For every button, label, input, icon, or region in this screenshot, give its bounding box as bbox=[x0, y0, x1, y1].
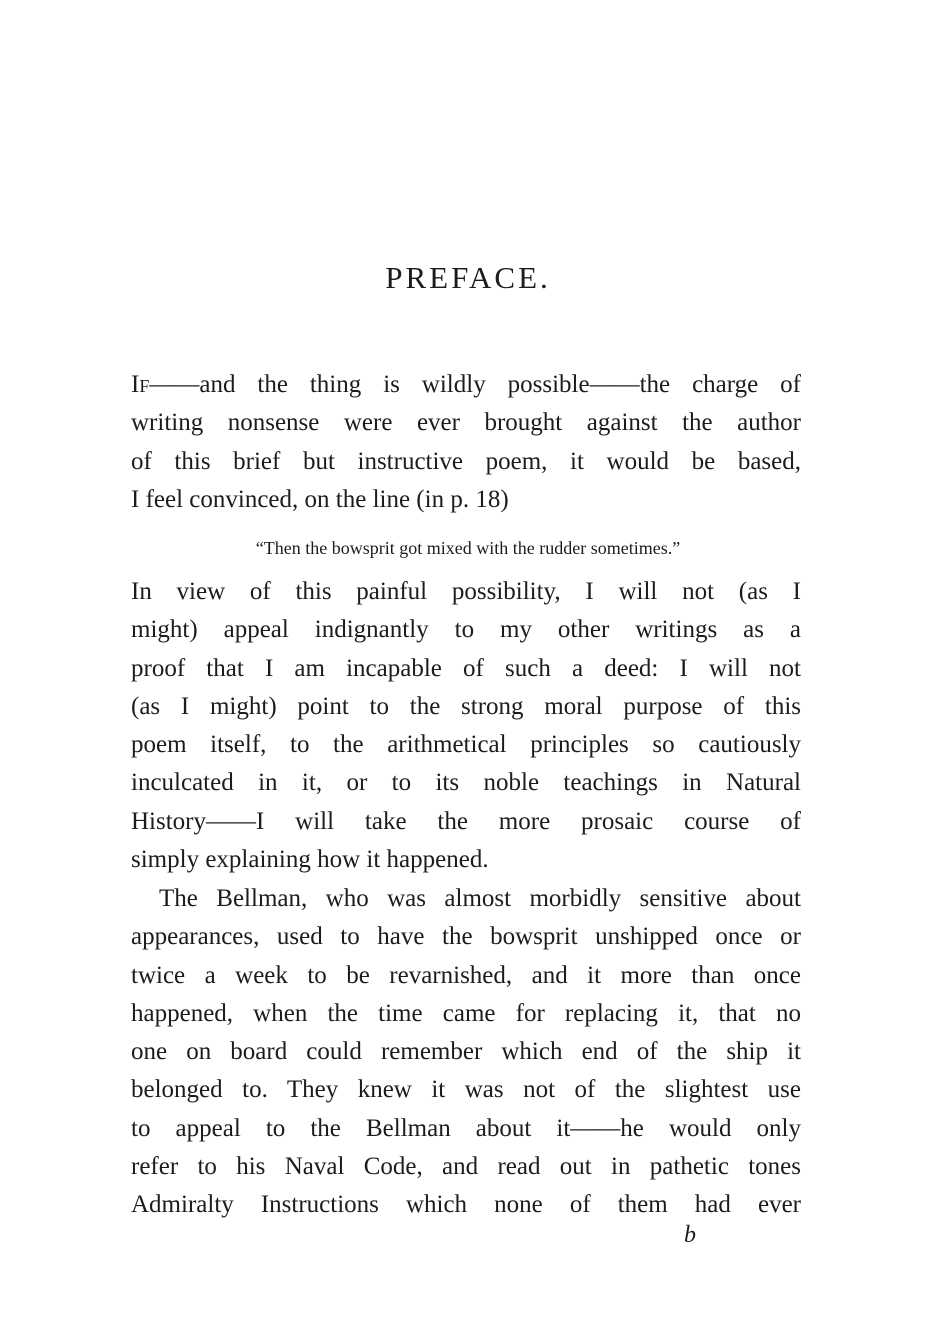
paragraph-3-line-9: Admiralty Instructions which none of them had ever bbox=[131, 1191, 801, 1219]
drop-word: If bbox=[131, 371, 150, 398]
paragraph-2 bbox=[131, 573, 801, 879]
paragraph-3-line-8: refer to his Naval Code, and read out in pathetic tones bbox=[131, 1153, 801, 1181]
paragraph-1-line-4: I feel convinced, on the line (in p. 18) bbox=[131, 485, 509, 513]
paragraph-1-line-3: of this brief but instructive poem, it would be based, bbox=[131, 447, 801, 475]
paragraph-3-line-2: appearances, used to have the bowsprit unshipped once or bbox=[131, 923, 801, 951]
paragraph-2-line-6: inculcated in it, or to its noble teachings in Natural bbox=[131, 769, 801, 797]
paragraph-2-line-5: poem itself, to the arithmetical principles so cautiously bbox=[131, 731, 801, 759]
paragraph-2-line-4: (as I might) point to the strong moral purpose of this bbox=[131, 692, 801, 720]
paragraph-2-line-7: History——I will take the more prosaic course of bbox=[131, 807, 801, 835]
paragraph-1-line-1 bbox=[131, 366, 801, 404]
paragraph-3-line-7: to appeal to the Bellman about it——he would only bbox=[131, 1114, 801, 1142]
paragraph-3 bbox=[131, 880, 801, 1225]
paragraph-3-line-6: belonged to. They knew it was not of the slightest use bbox=[131, 1076, 801, 1104]
paragraph-2-line-8: simply explaining how it happened. bbox=[131, 846, 489, 874]
signature-mark: b bbox=[684, 1222, 696, 1248]
paragraph-1-line-2: writing nonsense were ever brought against the author bbox=[131, 409, 801, 437]
paragraph-2-line-1: In view of this painful possibility, I will not (as I bbox=[131, 578, 801, 605]
paragraph-1 bbox=[131, 366, 801, 519]
page-title: PREFACE. bbox=[385, 260, 551, 295]
paragraph-3-line-5: one on board could remember which end of the ship it bbox=[131, 1038, 801, 1066]
paragraph-1-line-1-text: ——and the thing is wildly possible——the charge of bbox=[149, 371, 801, 398]
paragraph-3-line-3: twice a week to be revarnished, and it more than once bbox=[131, 961, 801, 989]
block-quote: “Then the bowsprit got mixed with the rudder sometimes.” bbox=[255, 538, 681, 558]
paragraph-3-line-4: happened, when the time came for replacing it, that no bbox=[131, 999, 801, 1027]
paragraph-3-line-1: The Bellman, who was almost morbidly sensitive about bbox=[159, 885, 801, 912]
paragraph-2-line-3: proof that I am incapable of such a deed: I will not bbox=[131, 654, 801, 682]
paragraph-2-line-2: might) appeal indignantly to my other writings as a bbox=[131, 616, 801, 644]
